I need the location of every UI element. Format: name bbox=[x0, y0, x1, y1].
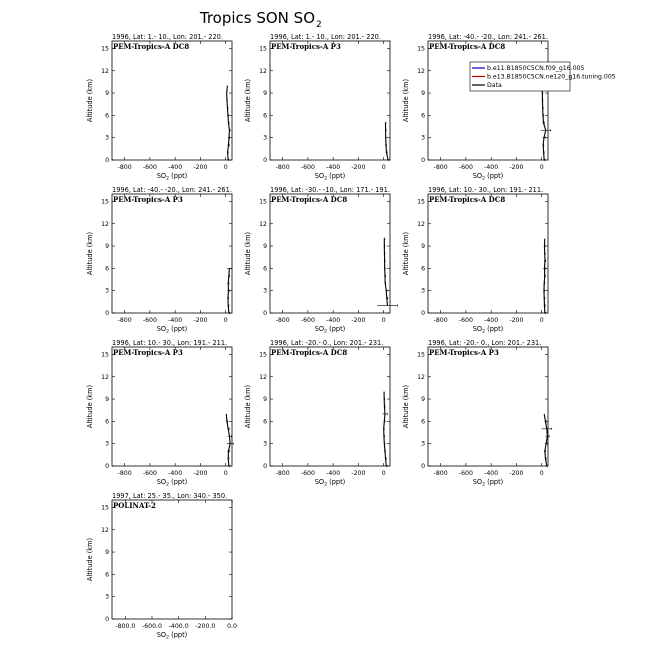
x-tick-label: -600 bbox=[300, 164, 315, 171]
data-profile-line bbox=[385, 123, 388, 160]
y-tick-label: 15 bbox=[101, 504, 109, 512]
data-profile-line bbox=[226, 414, 227, 421]
x-tick-label: -200.0 bbox=[195, 623, 216, 630]
chart-panel bbox=[86, 339, 233, 488]
legend-label: b.e13.B1850C5CN.ne120_g16.tuning.005 bbox=[487, 73, 616, 81]
panel-title: 1996, Lat: 10.- 30., Lon: 191.- 211. bbox=[112, 339, 228, 347]
x-tick-label: -200 bbox=[193, 164, 208, 171]
campaign-label: PEM-Tropics-A DC8 bbox=[113, 42, 190, 51]
y-tick-label: 12 bbox=[417, 220, 425, 228]
y-tick-label: 12 bbox=[101, 67, 109, 75]
chart-panel bbox=[244, 186, 398, 335]
x-tick-label: -600 bbox=[300, 317, 315, 324]
x-tick-label: 0 bbox=[381, 470, 386, 477]
y-tick-label: 15 bbox=[417, 351, 425, 359]
y-tick-label: 6 bbox=[105, 112, 109, 120]
panel-title: 1996, Lat: 1.- 10., Lon: 201.- 220. bbox=[112, 33, 223, 41]
x-tick-label: 0.0 bbox=[227, 623, 237, 630]
x-tick-label: -200 bbox=[509, 470, 524, 477]
chart-panel bbox=[86, 492, 237, 641]
data-profile-line bbox=[544, 246, 545, 313]
panel-title: 1996, Lat: -20.- 0., Lon: 201.- 231. bbox=[270, 339, 384, 347]
y-tick-label: 6 bbox=[263, 112, 267, 120]
chart-panel bbox=[86, 186, 232, 335]
x-tick-label: -400 bbox=[484, 317, 499, 324]
x-tick-label: -200 bbox=[193, 470, 208, 477]
panel-title: 1996, Lat: 10.- 30., Lon: 191.- 211. bbox=[428, 186, 544, 194]
x-tick-label: -200 bbox=[509, 317, 524, 324]
y-tick-label: 0 bbox=[421, 310, 425, 317]
y-tick-label: 3 bbox=[105, 593, 109, 601]
plot-frame bbox=[112, 500, 232, 619]
panel-title: 1996, Lat: -20.- 0., Lon: 201.- 231. bbox=[428, 339, 542, 347]
y-tick-label: 15 bbox=[259, 45, 267, 53]
y-tick-label: 0 bbox=[263, 310, 267, 317]
campaign-label: PEM-Tropics-A DC8 bbox=[271, 348, 348, 357]
x-tick-label: -600 bbox=[300, 470, 315, 477]
chart-panel bbox=[244, 33, 390, 182]
x-tick-label: -800.0 bbox=[115, 623, 136, 630]
x-tick-label: -200 bbox=[193, 317, 208, 324]
plot-frame bbox=[112, 41, 232, 160]
y-tick-label: 12 bbox=[417, 67, 425, 75]
x-tick-label: -400 bbox=[168, 164, 183, 171]
chart-panel bbox=[402, 339, 552, 488]
y-tick-label: 15 bbox=[259, 351, 267, 359]
plot-frame bbox=[270, 194, 390, 313]
y-tick-label: 12 bbox=[101, 526, 109, 534]
y-tick-label: 9 bbox=[263, 90, 267, 98]
y-tick-label: 9 bbox=[421, 90, 425, 98]
y-tick-label: 3 bbox=[421, 287, 425, 295]
x-tick-label: -200 bbox=[351, 164, 366, 171]
panel-title: 1996, Lat: -30.- -10., Lon: 171.- 191. bbox=[270, 186, 390, 194]
y-axis-label: Altitude (km) bbox=[244, 231, 252, 276]
x-tick-label: -400 bbox=[326, 317, 341, 324]
y-tick-label: 6 bbox=[421, 112, 425, 120]
y-axis-label: Altitude (km) bbox=[402, 78, 410, 123]
x-tick-label: -800 bbox=[433, 164, 448, 171]
y-tick-label: 12 bbox=[101, 373, 109, 381]
campaign-label: PEM-Tropics-A P3 bbox=[429, 348, 499, 357]
y-tick-label: 0 bbox=[105, 463, 109, 470]
x-axis-label: $SO_2$ (ppt) bbox=[472, 478, 504, 488]
x-tick-label: -600 bbox=[142, 470, 157, 477]
plot-frame bbox=[112, 347, 232, 466]
x-tick-label: 0 bbox=[381, 317, 386, 324]
legend-label: Data bbox=[487, 82, 502, 89]
x-tick-label: -600 bbox=[458, 164, 473, 171]
y-tick-label: 6 bbox=[263, 265, 267, 273]
y-tick-label: 9 bbox=[421, 396, 425, 404]
chart-panel bbox=[402, 186, 548, 335]
x-axis-label: $SO_2$ (ppt) bbox=[156, 172, 188, 182]
data-profile-line bbox=[384, 239, 387, 306]
x-tick-label: -600 bbox=[142, 164, 157, 171]
x-axis-label: $SO_2$ (ppt) bbox=[156, 325, 188, 335]
y-tick-label: 15 bbox=[417, 45, 425, 53]
campaign-label: PEM-Tropics-A P3 bbox=[271, 42, 341, 51]
x-tick-label: -800 bbox=[433, 470, 448, 477]
plot-frame bbox=[428, 347, 548, 466]
y-tick-label: 9 bbox=[421, 243, 425, 251]
data-profile-line bbox=[227, 86, 228, 101]
campaign-label: PEM-Tropics-A DC8 bbox=[429, 42, 506, 51]
y-tick-label: 6 bbox=[421, 418, 425, 426]
y-tick-label: 15 bbox=[417, 198, 425, 206]
data-profile-line bbox=[544, 414, 545, 421]
x-tick-label: -400 bbox=[326, 470, 341, 477]
campaign-label: POLINAT-2 bbox=[113, 501, 156, 510]
x-tick-label: -800 bbox=[117, 317, 132, 324]
x-tick-label: -400 bbox=[168, 317, 183, 324]
y-axis-label: Altitude (km) bbox=[402, 384, 410, 429]
y-axis-label: Altitude (km) bbox=[244, 384, 252, 429]
x-axis-label: $SO_2$ (ppt) bbox=[472, 172, 504, 182]
panel-title: 1997, Lat: 25.- 35., Lon: 340.- 350. bbox=[112, 492, 228, 500]
plot-frame bbox=[270, 41, 390, 160]
y-tick-label: 15 bbox=[101, 45, 109, 53]
y-tick-label: 6 bbox=[105, 265, 109, 273]
x-tick-label: 0 bbox=[223, 164, 228, 171]
y-tick-label: 9 bbox=[263, 396, 267, 404]
x-tick-label: -600 bbox=[458, 470, 473, 477]
x-tick-label: -800 bbox=[117, 470, 132, 477]
figure-title: Tropics SON SO bbox=[199, 9, 315, 27]
y-tick-label: 12 bbox=[259, 373, 267, 381]
y-axis-label: Altitude (km) bbox=[402, 231, 410, 276]
y-tick-label: 6 bbox=[263, 418, 267, 426]
y-tick-label: 3 bbox=[105, 134, 109, 142]
campaign-label: PEM-Tropics-A DC8 bbox=[429, 195, 506, 204]
x-tick-label: 0 bbox=[223, 470, 228, 477]
x-tick-label: 0 bbox=[381, 164, 386, 171]
x-tick-label: -800 bbox=[275, 470, 290, 477]
x-axis-label: $SO_2$ (ppt) bbox=[314, 325, 346, 335]
y-tick-label: 9 bbox=[105, 90, 109, 98]
y-tick-label: 3 bbox=[263, 287, 267, 295]
x-tick-label: -200 bbox=[351, 470, 366, 477]
y-tick-label: 12 bbox=[101, 220, 109, 228]
x-tick-label: -200 bbox=[351, 317, 366, 324]
x-axis-label: $SO_2$ (ppt) bbox=[314, 478, 346, 488]
y-tick-label: 0 bbox=[263, 463, 267, 470]
y-tick-label: 15 bbox=[259, 198, 267, 206]
x-tick-label: -600.0 bbox=[142, 623, 162, 630]
x-tick-label: -600 bbox=[142, 317, 157, 324]
y-tick-label: 12 bbox=[259, 67, 267, 75]
x-tick-label: -400 bbox=[484, 164, 499, 171]
y-tick-label: 0 bbox=[105, 616, 109, 623]
x-tick-label: 0 bbox=[223, 317, 228, 324]
y-tick-label: 3 bbox=[105, 287, 109, 295]
x-tick-label: -200 bbox=[509, 164, 524, 171]
chart-panel bbox=[402, 33, 551, 182]
plot-frame bbox=[112, 194, 232, 313]
y-axis-label: Altitude (km) bbox=[86, 537, 94, 582]
x-tick-label: 0 bbox=[539, 317, 544, 324]
y-tick-label: 3 bbox=[421, 440, 425, 448]
campaign-label: PEM-Tropics-A P3 bbox=[113, 195, 183, 204]
x-tick-label: 0 bbox=[539, 164, 544, 171]
panel-title: 1996, Lat: -40.- -20., Lon: 241.- 261. bbox=[112, 186, 232, 194]
y-tick-label: 0 bbox=[421, 463, 425, 470]
data-profile-line bbox=[384, 399, 387, 466]
panel-grid bbox=[86, 33, 552, 641]
plot-frame bbox=[428, 41, 548, 160]
y-tick-label: 9 bbox=[105, 243, 109, 251]
y-tick-label: 6 bbox=[105, 418, 109, 426]
legend-label: b.e11.B1850C5CN.f09_g16.005 bbox=[487, 65, 585, 72]
y-axis-label: Altitude (km) bbox=[86, 231, 94, 276]
y-tick-label: 0 bbox=[105, 157, 109, 164]
x-tick-label: -800 bbox=[433, 317, 448, 324]
x-tick-label: -800 bbox=[117, 164, 132, 171]
y-tick-label: 0 bbox=[421, 157, 425, 164]
x-tick-label: -400 bbox=[168, 470, 183, 477]
campaign-label: PEM-Tropics-A P3 bbox=[113, 348, 183, 357]
plot-frame bbox=[428, 194, 548, 313]
legend bbox=[470, 62, 616, 91]
x-tick-label: -800 bbox=[275, 317, 290, 324]
figure-title-subscript: 2 bbox=[316, 20, 322, 30]
y-tick-label: 9 bbox=[105, 549, 109, 557]
y-axis-label: Altitude (km) bbox=[86, 78, 94, 123]
x-axis-label: $SO_2$ (ppt) bbox=[472, 325, 504, 335]
x-axis-label: $SO_2$ (ppt) bbox=[156, 631, 188, 641]
x-tick-label: 0 bbox=[539, 470, 544, 477]
y-tick-label: 3 bbox=[263, 440, 267, 448]
y-tick-label: 0 bbox=[105, 310, 109, 317]
x-axis-label: $SO_2$ (ppt) bbox=[314, 172, 346, 182]
y-tick-label: 3 bbox=[421, 134, 425, 142]
data-profile-line bbox=[542, 93, 545, 160]
y-tick-label: 6 bbox=[105, 571, 109, 579]
panel-title: 1996, Lat: -40.- -20., Lon: 241.- 261. bbox=[428, 33, 548, 41]
x-tick-label: -400 bbox=[326, 164, 341, 171]
y-tick-label: 15 bbox=[101, 351, 109, 359]
chart-panel bbox=[244, 339, 390, 488]
chart-panel bbox=[86, 33, 232, 182]
panel-title: 1996, Lat: 1.- 10., Lon: 201.- 220. bbox=[270, 33, 381, 41]
x-tick-label: -800 bbox=[275, 164, 290, 171]
x-tick-label: -600 bbox=[458, 317, 473, 324]
y-tick-label: 6 bbox=[421, 265, 425, 273]
y-tick-label: 3 bbox=[105, 440, 109, 448]
y-tick-label: 9 bbox=[105, 396, 109, 404]
y-tick-label: 0 bbox=[263, 157, 267, 164]
campaign-label: PEM-Tropics-A DC8 bbox=[271, 195, 348, 204]
y-tick-label: 12 bbox=[417, 373, 425, 381]
x-tick-label: -400.0 bbox=[168, 623, 189, 630]
y-axis-label: Altitude (km) bbox=[86, 384, 94, 429]
y-axis-label: Altitude (km) bbox=[244, 78, 252, 123]
y-tick-label: 15 bbox=[101, 198, 109, 206]
y-tick-label: 9 bbox=[263, 243, 267, 251]
x-tick-label: -400 bbox=[484, 470, 499, 477]
plot-frame bbox=[270, 347, 390, 466]
y-tick-label: 12 bbox=[259, 220, 267, 228]
y-tick-label: 3 bbox=[263, 134, 267, 142]
x-axis-label: $SO_2$ (ppt) bbox=[156, 478, 188, 488]
